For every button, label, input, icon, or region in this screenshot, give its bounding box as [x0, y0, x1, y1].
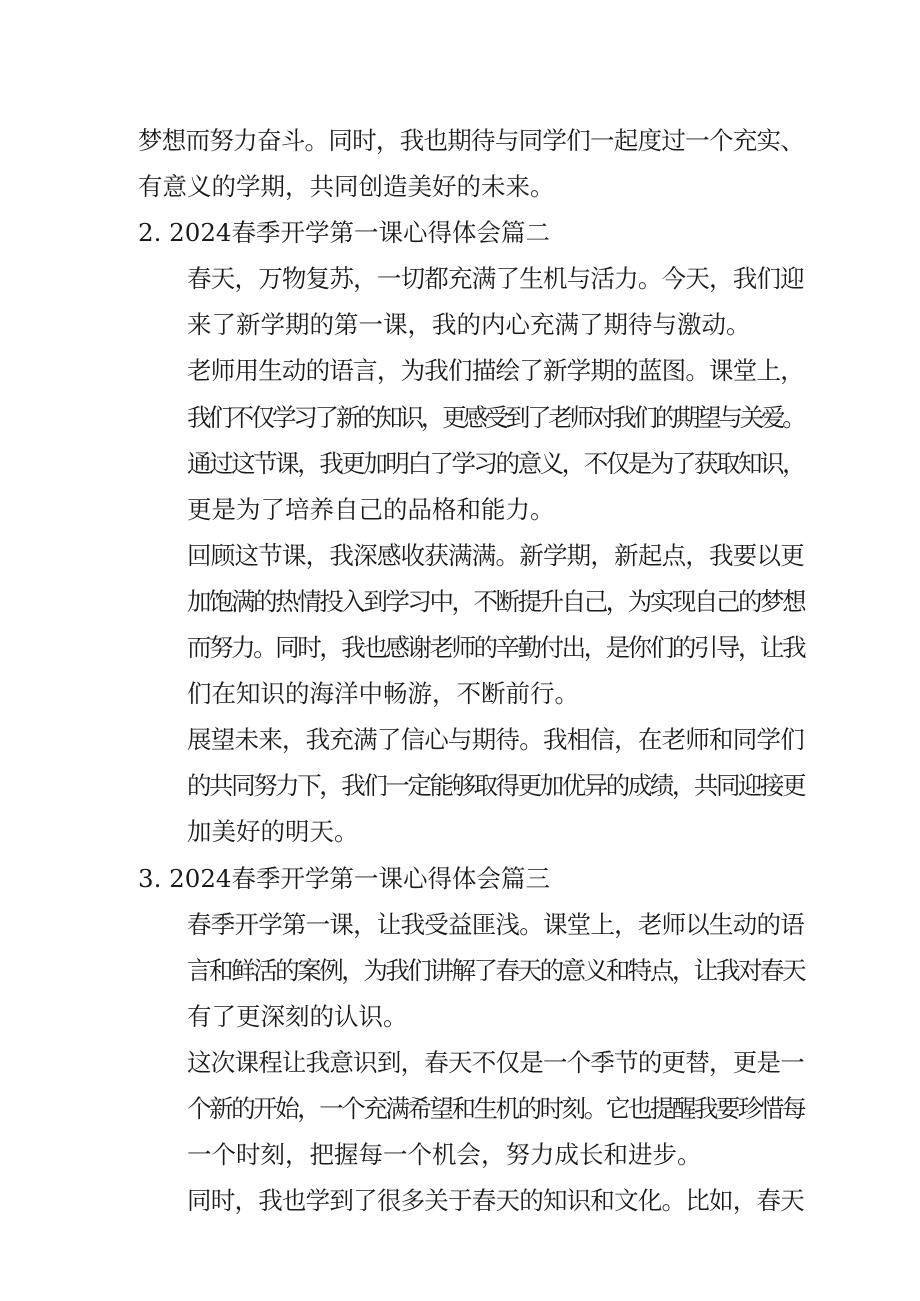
- text-line: 言和鲜活的案例，为我们讲解了春天的意义和特点，让我对春天: [187, 955, 805, 985]
- section-heading: 3. 2024春季开学第一课心得体会篇三: [138, 863, 551, 893]
- text-line: 这次课程让我意识到，春天不仅是一个季节的更替，更是一: [187, 1047, 804, 1077]
- text-line: 来了新学期的第一课，我的内心充满了期待与激动。: [187, 310, 751, 340]
- paragraph: [138, 1178, 804, 1224]
- text-line: 通过这节课，我更加明白了学习的意义，不仅是为了获取知识，: [187, 448, 805, 478]
- text-line: 加美好的明天。: [187, 817, 359, 847]
- text-line: 个新的开始，一个充满希望和生机的时刻。它也提醒我要珍惜每: [187, 1093, 805, 1123]
- text-line: 我们不仅学习了新的知识，更感受到了老师对我们的期望与关爱。: [187, 402, 804, 432]
- text-line: 展望未来，我充满了信心与期待。我相信，在老师和同学们: [187, 725, 804, 755]
- paragraph: [138, 118, 804, 210]
- paragraph: [138, 256, 804, 348]
- text-line: 一个时刻，把握每一个机会，努力成长和进步。: [187, 1140, 702, 1170]
- text-line: 而努力。同时，我也感谢老师的辛勤付出，是你们的引导，让我: [187, 633, 805, 663]
- text-line: 同时，我也学到了很多关于春天的知识和文化。比如，春天: [187, 1186, 804, 1216]
- section-heading: 2. 2024春季开学第一课心得体会篇二: [138, 218, 551, 248]
- text-line: 的共同努力下，我们一定能够取得更加优异的成绩，共同迎接更: [187, 771, 805, 801]
- text-line: 春天，万物复苏，一切都充满了生机与活力。今天，我们迎: [187, 264, 804, 294]
- text-line: 梦想而努力奋斗。同时，我也期待与同学们一起度过一个充实、: [138, 126, 805, 155]
- text-line: 春季开学第一课，让我受益匪浅。课堂上，老师以生动的语: [187, 909, 804, 939]
- text-line: 们在知识的海洋中畅游，不断前行。: [187, 679, 579, 709]
- paragraph: [138, 348, 804, 532]
- paragraph: [138, 902, 804, 1040]
- text-line: 加饱满的热情投入到学习中，不断提升自己，为实现自己的梦想: [187, 586, 805, 616]
- document-body: [138, 118, 804, 1224]
- paragraph: [138, 1040, 804, 1178]
- paragraph: [138, 717, 804, 855]
- text-line: 老师用生动的语言，为我们描绘了新学期的蓝图。课堂上，: [187, 356, 804, 386]
- text-line: 有意义的学期，共同创造美好的未来。: [138, 172, 555, 202]
- text-line: 有了更深刻的认识。: [187, 1001, 408, 1031]
- text-line: 更是为了培养自己的品格和能力。: [187, 494, 555, 524]
- text-line: 回顾这节课，我深感收获满满。新学期，新起点，我要以更: [187, 540, 804, 570]
- paragraph: [138, 533, 804, 717]
